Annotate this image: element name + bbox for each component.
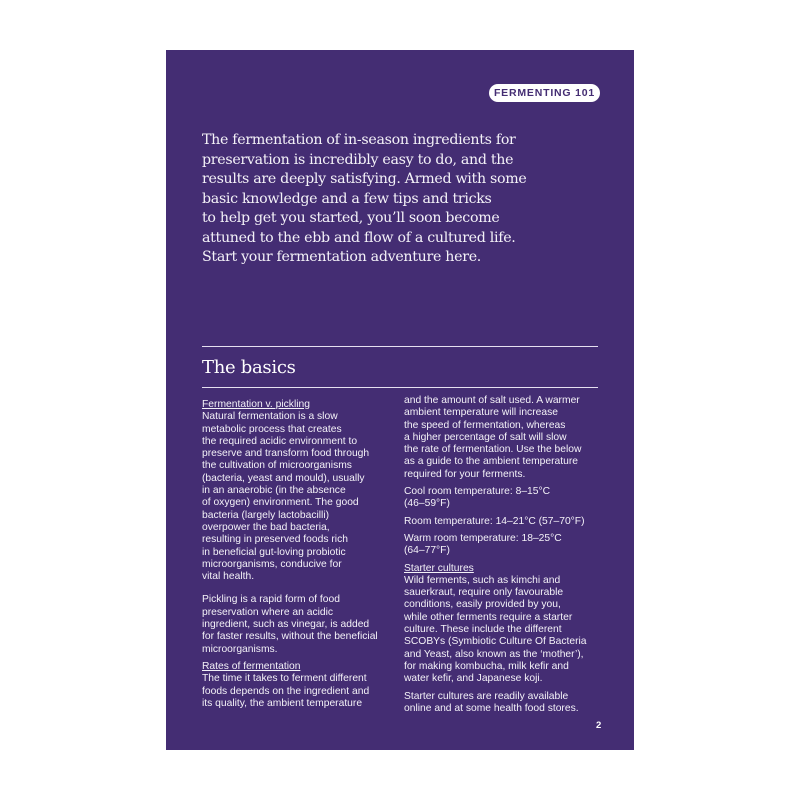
text-line: Starter cultures are readily available xyxy=(404,690,569,702)
intro-line: results are deeply satisfying. Armed with some xyxy=(202,171,527,187)
temperature-warm-f: (64–77°F) xyxy=(404,545,450,557)
text-line: while other ferments require a starter xyxy=(404,611,573,623)
text-line: preserve and transform food through xyxy=(202,448,370,460)
text-line: a higher percentage of salt will slow xyxy=(404,431,567,443)
text-line: the required acidic environment to xyxy=(202,435,358,447)
text-line: SCOBYs (Symbiotic Culture Of Bacteria xyxy=(404,636,587,648)
subheading-starter-cultures: Starter cultures xyxy=(404,562,474,574)
text-line: for making kombucha, milk kefir and xyxy=(404,660,569,672)
text-line: bacteria (largely lactobacilli) xyxy=(202,509,330,521)
text-line: and the amount of salt used. A warmer xyxy=(404,395,580,406)
text-line: conditions, easily provided by you, xyxy=(404,599,561,611)
subheading-rates-of-fermentation: Rates of fermentation xyxy=(202,660,301,672)
left-column xyxy=(202,399,398,710)
text-line: the speed of fermentation, whereas xyxy=(404,419,566,431)
text-line: Wild ferments, such as kimchi and xyxy=(404,574,561,586)
temperature-room: Room temperature: 14–21°C (57–70°F) xyxy=(404,515,585,527)
text-line: preservation where an acidic xyxy=(202,606,334,618)
right-column xyxy=(404,395,600,715)
text-line: in an anaerobic (in the absence xyxy=(202,485,346,497)
subheading-fermentation-v-pickling: Fermentation v. pickling xyxy=(202,399,310,410)
text-line: microorganisms. xyxy=(202,643,278,655)
text-line: the cultivation of microorganisms xyxy=(202,460,352,472)
intro-paragraph xyxy=(202,131,602,268)
text-line: water kefir, and Japanese koji. xyxy=(404,673,543,685)
text-line: resulting in preserved foods rich xyxy=(202,534,348,546)
intro-line: preservation is incredibly easy to do, and the xyxy=(202,151,514,168)
section-heading: The basics xyxy=(202,357,296,378)
page-number: 2 xyxy=(596,720,602,731)
text-line: Pickling is a rapid form of food xyxy=(202,594,340,606)
text-line: microorganisms, conducive for xyxy=(202,558,342,570)
text-line: for faster results, without the beneficial xyxy=(202,631,378,643)
text-line: ingredient, such as vinegar, is added xyxy=(202,619,370,631)
temperature-cool: Cool room temperature: 8–15°C xyxy=(404,486,551,498)
temperature-warm: Warm room temperature: 18–25°C xyxy=(404,532,562,544)
book-page xyxy=(166,50,634,750)
text-line: overpower the bad bacteria, xyxy=(202,521,330,533)
text-line: as a guide to the ambient temperature xyxy=(404,456,579,468)
text-line: The time it takes to ferment different xyxy=(202,673,367,685)
text-line: foods depends on the ingredient and xyxy=(202,685,370,697)
text-line: online and at some health food stores. xyxy=(404,702,579,714)
text-line: metabolic process that creates xyxy=(202,423,342,435)
intro-line: Start your fermentation adventure here. xyxy=(202,249,481,265)
intro-line: attuned to the ebb and flow of a cultured life. xyxy=(202,229,516,246)
text-line: sauerkraut, require only favourable xyxy=(404,587,564,599)
intro-line: basic knowledge and a few tips and tricks xyxy=(202,190,492,207)
divider-top xyxy=(202,346,598,347)
text-line: ambient temperature will increase xyxy=(404,407,558,419)
text-line: required for your ferments. xyxy=(404,468,526,480)
intro-line: to help get you started, you’ll soon become xyxy=(202,210,500,226)
text-line: of oxygen) environment. The good xyxy=(202,497,359,509)
text-line: and Yeast, also known as the ‘mother’), xyxy=(404,648,584,660)
text-line: the rate of fermentation. Use the below xyxy=(404,444,582,456)
text-line: vital health. xyxy=(202,571,255,583)
text-line: in beneficial gut-loving probiotic xyxy=(202,546,346,558)
section-badge: FERMENTING 101 xyxy=(489,84,600,102)
text-line: its quality, the ambient temperature xyxy=(202,697,363,709)
intro-line: The fermentation of in-season ingredients for xyxy=(202,132,516,148)
text-line: Natural fermentation is a slow xyxy=(202,411,338,423)
divider-bottom xyxy=(202,387,598,388)
temperature-cool-f: (46–59°F) xyxy=(404,498,450,510)
text-line: (bacteria, yeast and mould), usually xyxy=(202,472,365,484)
text-line: culture. These include the different xyxy=(404,624,562,636)
